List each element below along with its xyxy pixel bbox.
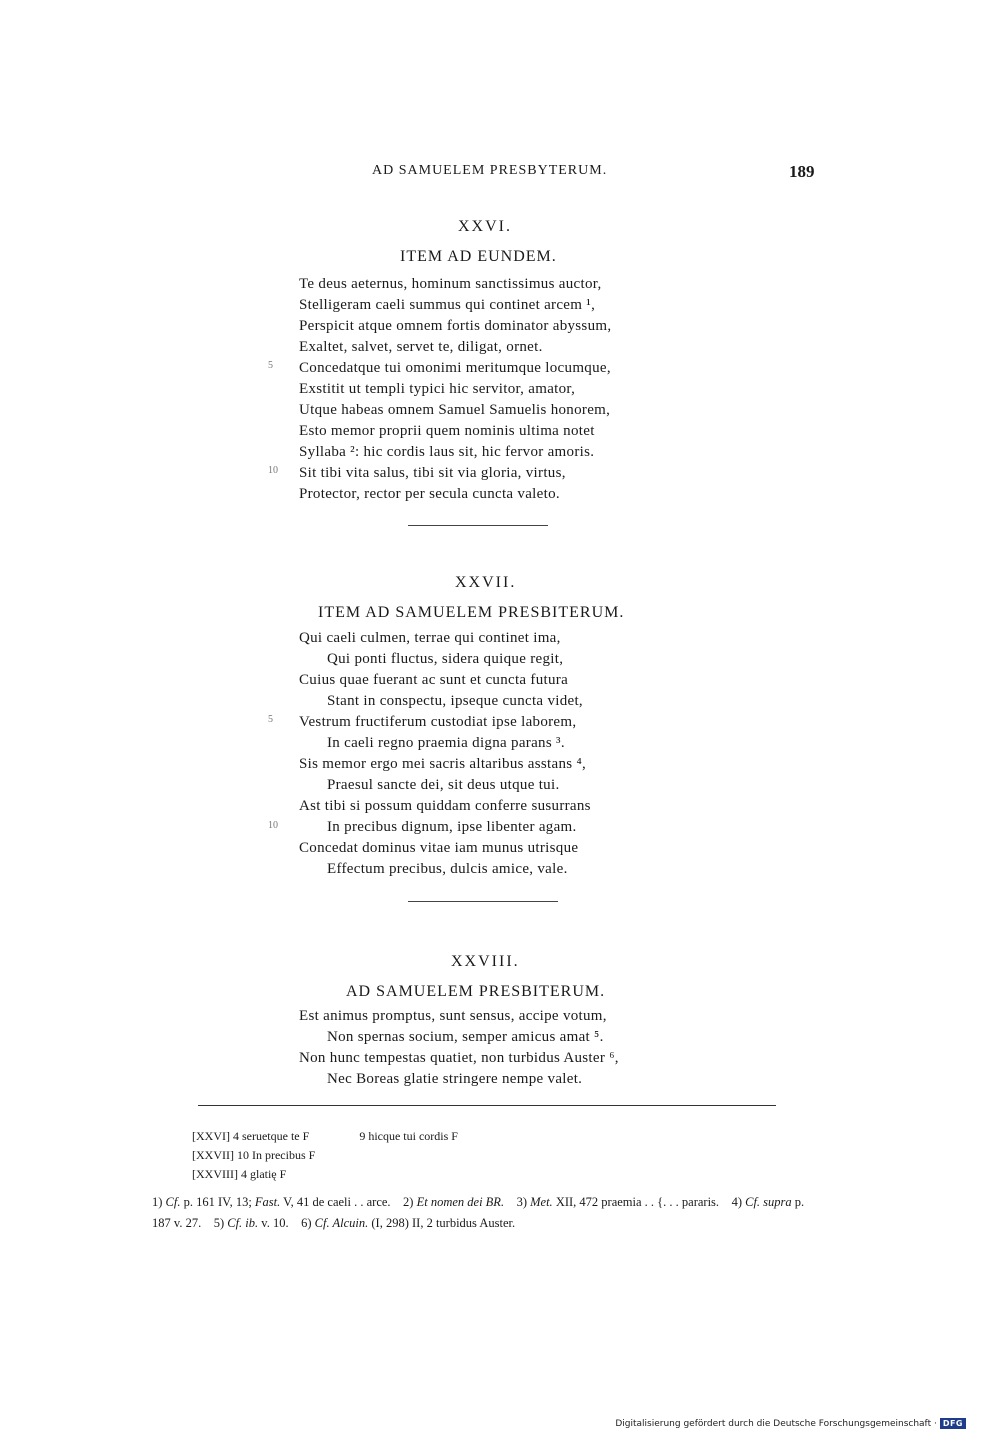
footnote-text: 1)	[152, 1195, 166, 1209]
footnote-1	[152, 1195, 391, 1209]
verse-line: Nec Boreas glatie stringere nempe valet.	[327, 1071, 583, 1087]
verse-line: Te deus aeternus, hominum sanctissimus auctor,	[299, 276, 602, 292]
footnote-text: 3)	[516, 1195, 531, 1209]
section-separator	[408, 525, 548, 526]
footnote-2	[403, 1195, 504, 1209]
footnote-text: V, 41 de caeli . . arce.	[280, 1195, 391, 1209]
footnote-6	[301, 1216, 515, 1230]
footnote-text: p. 161 IV, 13;	[180, 1195, 255, 1209]
verse-line: Cuius quae fuerant ac sunt et cuncta futura	[299, 672, 569, 688]
footnote-text: Cf. ib.	[227, 1216, 259, 1230]
page-number: 189	[789, 162, 815, 181]
verse-line: Sit tibi vita salus, tibi sit via gloria, virtus,	[299, 465, 566, 481]
verse-line: Stant in conspectu, ipseque cuncta videt,	[327, 693, 583, 709]
credit-text: Digitalisierung gefördert durch die Deutsche Forschungsgemeinschaft ·	[615, 1418, 937, 1429]
verse-line: Effectum precibus, dulcis amice, vale.	[327, 861, 568, 877]
verse-line: Qui ponti fluctus, sidera quique regit,	[327, 651, 564, 667]
poem-28-numeral: XXVIII.	[451, 953, 520, 970]
footnote-text: Cf. Alcuin.	[314, 1216, 369, 1230]
verse-line: Utque habeas omnem Samuel Samuelis honorem,	[299, 402, 611, 418]
footnote-text: v. 10.	[258, 1216, 289, 1230]
line-number: 5	[268, 714, 273, 725]
verse-line: Syllaba ²: hic cordis laus sit, hic fervor amoris.	[299, 444, 595, 460]
verse-line: In caeli regno praemia digna parans ³.	[327, 735, 565, 751]
verse-line: Exstitit ut templi typici hic servitor, amator,	[299, 381, 576, 397]
footnotes	[152, 1192, 824, 1234]
running-head: AD SAMUELEM PRESBYTERUM.	[372, 163, 608, 178]
verse-line: In precibus dignum, ipse libenter agam.	[327, 819, 577, 835]
poem-28-title: AD SAMUELEM PRESBITERUM.	[346, 983, 606, 1000]
footnote-text: Cf. supra	[745, 1195, 792, 1209]
verse-line: Ast tibi si possum quiddam conferre susurrans	[299, 798, 591, 814]
apparatus-line	[192, 1127, 458, 1146]
footnote-text: 2)	[403, 1195, 417, 1209]
verse-line: Esto memor proprii quem nominis ultima notet	[299, 423, 595, 439]
footnote-text: 4)	[731, 1195, 746, 1209]
verse-line: Sis memor ergo mei sacris altaribus asstans ⁴,	[299, 756, 587, 772]
digitization-credit	[615, 1418, 966, 1429]
apparatus-line: [XXVIII] 4 glatię F	[192, 1167, 287, 1181]
poem-27-verse	[299, 628, 591, 880]
dfg-logo: DFG	[940, 1418, 966, 1429]
poem-26-numeral: XXVI.	[458, 218, 512, 235]
footnote-rule	[198, 1105, 776, 1106]
line-number: 10	[268, 465, 278, 476]
footnote-text: p. 187 v. 27.	[152, 1195, 805, 1230]
verse-line: Non hunc tempestas quatiet, non turbidus Auster ⁶,	[299, 1050, 619, 1066]
poem-26-verse	[299, 274, 611, 505]
poem-27-title: ITEM AD SAMUELEM PRESBITERUM.	[318, 604, 625, 621]
footnote-text: 5)	[213, 1216, 228, 1230]
verse-line: Praesul sancte dei, sit deus utque tui.	[327, 777, 560, 793]
apparatus-line: [XXVII] 10 In precibus F	[192, 1148, 316, 1162]
poem-27-numeral: XXVII.	[455, 574, 517, 591]
verse-line: Protector, rector per secula cuncta valeto.	[299, 486, 560, 502]
verse-line: Perspicit atque omnem fortis dominator abyssum,	[299, 318, 612, 334]
footnote-text: Et nomen dei BR.	[416, 1195, 505, 1209]
apparatus-entry: 9 hicque tui cordis F	[359, 1129, 458, 1143]
line-number: 5	[268, 360, 273, 371]
verse-line: Vestrum fructiferum custodiat ipse laborem,	[299, 714, 577, 730]
footnote-5	[214, 1216, 289, 1230]
verse-line: Stelligeram caeli summus qui continet arcem ¹,	[299, 297, 596, 313]
apparatus-entry: [XXVI] 4 seruetque te F	[192, 1129, 310, 1143]
verse-line: Non spernas socium, semper amicus amat ⁵.	[327, 1029, 604, 1045]
poem-26-title: ITEM AD EUNDEM.	[400, 248, 557, 265]
verse-line: Concedat dominus vitae iam munus utrisque	[299, 840, 579, 856]
poem-28-verse	[299, 1006, 619, 1090]
verse-line: Concedatque tui omonimi meritumque locumque,	[299, 360, 611, 376]
footnote-text: Fast.	[254, 1195, 281, 1209]
verse-line: Est animus promptus, sunt sensus, accipe votum,	[299, 1008, 607, 1024]
footnote-text: Met.	[530, 1195, 553, 1209]
verse-line: Exaltet, salvet, servet te, diligat, ornet.	[299, 339, 543, 355]
footnote-text: XII, 472 praemia . . {. . . pararis.	[552, 1195, 720, 1209]
footnote-3	[517, 1195, 719, 1209]
footnote-text: Cf.	[165, 1195, 181, 1209]
footnote-text: (I, 298) II, 2 turbidus Auster.	[368, 1216, 516, 1230]
footnote-text: 6)	[301, 1216, 315, 1230]
section-separator	[408, 901, 558, 902]
verse-line: Qui caeli culmen, terrae qui continet ima,	[299, 630, 561, 646]
line-number: 10	[268, 820, 278, 831]
